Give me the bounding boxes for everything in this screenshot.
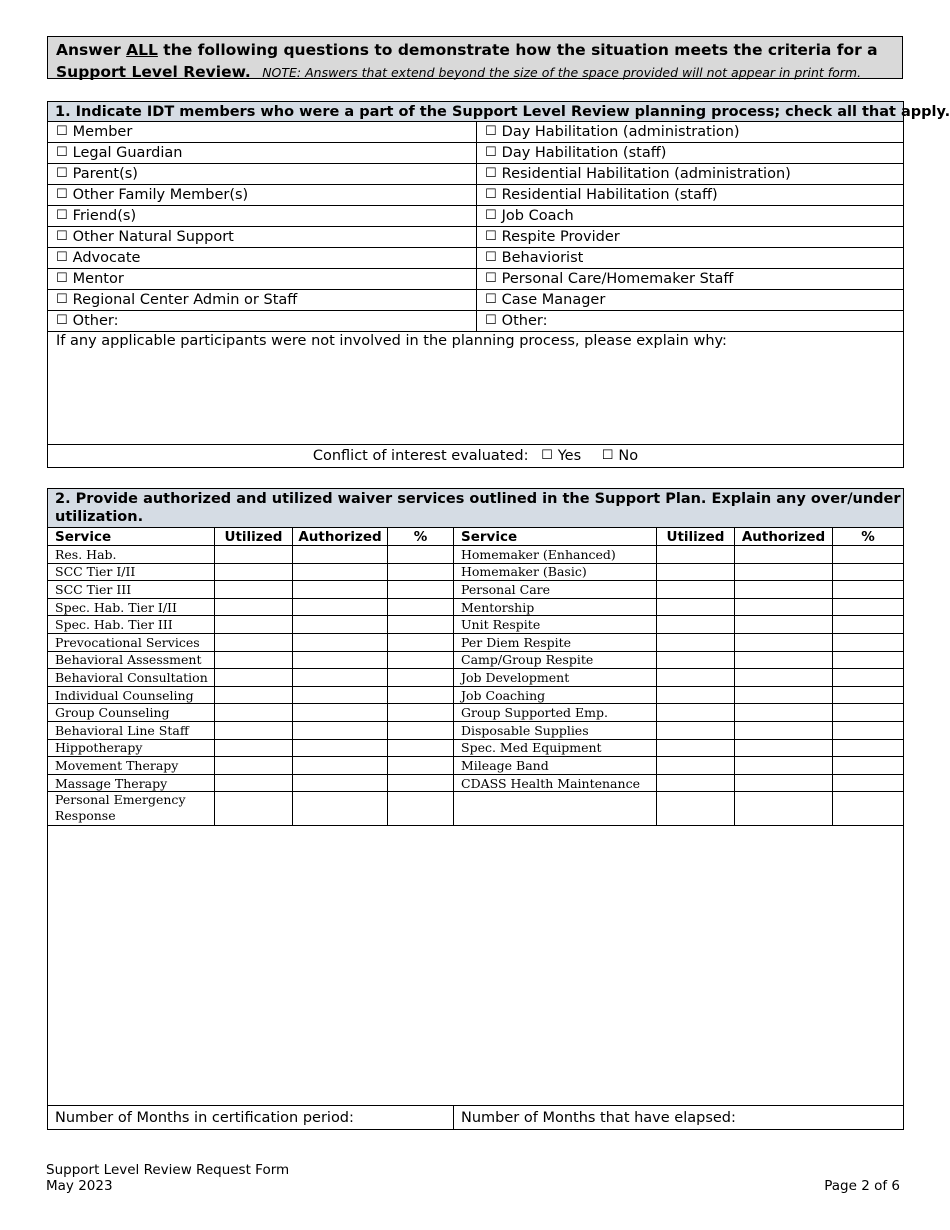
right-utilized-field[interactable] (657, 686, 735, 704)
left-service-name: Prevocational Services (48, 633, 215, 651)
service-row (48, 704, 904, 722)
right-service-name (454, 792, 657, 826)
service-row (48, 616, 904, 634)
left-percent-field[interactable] (388, 546, 454, 564)
idt-right-option[interactable] (477, 269, 904, 290)
left-service-name: Spec. Hab. Tier III (48, 616, 215, 634)
left-percent-field[interactable] (388, 721, 454, 739)
left-authorized-field[interactable] (293, 546, 388, 564)
left-utilized-field[interactable] (215, 774, 293, 792)
right-authorized-field[interactable] (735, 616, 833, 634)
left-percent-field[interactable] (388, 651, 454, 669)
checkbox-label: Residential Habilitation (staff) (501, 186, 718, 203)
right-percent-field[interactable] (833, 774, 904, 792)
checkbox-label: Case Manager (501, 291, 606, 308)
col-header-utilized: Utilized (657, 528, 735, 546)
left-service-name: SCC Tier III (48, 581, 215, 599)
right-authorized-field[interactable] (735, 704, 833, 722)
right-percent-field[interactable] (833, 792, 904, 826)
left-authorized-field[interactable] (293, 581, 388, 599)
right-utilized-field[interactable] (657, 739, 735, 757)
left-service-name: Res. Hab. (48, 546, 215, 564)
left-percent-field[interactable] (388, 616, 454, 634)
right-service-name: Disposable Supplies (454, 721, 657, 739)
right-authorized-field[interactable] (735, 598, 833, 616)
left-authorized-field[interactable] (293, 704, 388, 722)
right-utilized-field[interactable] (657, 633, 735, 651)
left-utilized-field[interactable] (215, 704, 293, 722)
idt-right-option[interactable] (477, 185, 904, 206)
checkbox-icon: ☐ (56, 123, 68, 139)
utilization-explanation-field[interactable] (48, 826, 904, 1106)
left-service-name: Behavioral Consultation (48, 669, 215, 687)
right-utilized-field[interactable] (657, 704, 735, 722)
idt-right-option[interactable] (477, 311, 904, 332)
idt-member-row (48, 311, 904, 332)
checkbox-icon: ☐ (485, 123, 497, 139)
left-service-name: Individual Counseling (48, 686, 215, 704)
idt-member-row (48, 269, 904, 290)
print-note: NOTE: Answers that extend beyond the size of the space provided will not appear in print form. (262, 65, 862, 80)
left-authorized-field[interactable] (293, 739, 388, 757)
checkbox-label: Other Family Member(s) (72, 186, 249, 203)
checkbox-label: Other Natural Support (72, 228, 234, 245)
idt-right-option[interactable] (477, 290, 904, 311)
left-authorized-field[interactable] (293, 651, 388, 669)
left-percent-field[interactable] (388, 581, 454, 599)
left-authorized-field[interactable] (293, 686, 388, 704)
idt-member-row (48, 227, 904, 248)
right-percent-field[interactable] (833, 598, 904, 616)
left-service-name: Behavioral Assessment (48, 651, 215, 669)
checkbox-icon: ☐ (485, 144, 497, 160)
right-percent-field[interactable] (833, 616, 904, 634)
idt-member-row (48, 206, 904, 227)
right-authorized-field[interactable] (735, 669, 833, 687)
left-utilized-field[interactable] (215, 563, 293, 581)
left-utilized-field[interactable] (215, 616, 293, 634)
footer-form-info (46, 1162, 289, 1194)
idt-left-option[interactable] (48, 290, 477, 311)
col-header-percent: % (833, 528, 904, 546)
left-utilized-field[interactable] (215, 721, 293, 739)
right-utilized-field[interactable] (657, 774, 735, 792)
right-service-name: Camp/Group Respite (454, 651, 657, 669)
checkbox-label: Residential Habilitation (administration) (501, 165, 791, 182)
instructions-line-1: Answer ALL the following questions to demonstrate how the situation meets the criteria for a (56, 41, 878, 59)
left-authorized-field[interactable] (293, 721, 388, 739)
idt-left-option[interactable] (48, 269, 477, 290)
checkbox-icon: ☐ (541, 448, 553, 463)
service-row (48, 686, 904, 704)
checkbox-label: Respite Provider (501, 228, 620, 245)
right-service-name: Per Diem Respite (454, 633, 657, 651)
left-utilized-field[interactable] (215, 757, 293, 775)
checkbox-icon: ☐ (485, 291, 497, 307)
right-authorized-field[interactable] (735, 721, 833, 739)
right-percent-field[interactable] (833, 563, 904, 581)
left-utilized-field[interactable] (215, 598, 293, 616)
right-percent-field[interactable] (833, 669, 904, 687)
checkbox-icon: ☐ (485, 165, 497, 181)
left-percent-field[interactable] (388, 739, 454, 757)
right-service-name: Unit Respite (454, 616, 657, 634)
explain-participants-field[interactable] (48, 332, 904, 445)
section-2-waiver-services (47, 488, 904, 1130)
right-utilized-field[interactable] (657, 616, 735, 634)
left-percent-field[interactable] (388, 774, 454, 792)
idt-left-option[interactable] (48, 311, 477, 332)
idt-left-option[interactable] (48, 227, 477, 248)
service-row (48, 669, 904, 687)
left-percent-field[interactable] (388, 669, 454, 687)
explain-participants-prompt: If any applicable participants were not involved in the planning process, please explain why: (56, 333, 727, 349)
right-service-name: Homemaker (Basic) (454, 563, 657, 581)
right-percent-field[interactable] (833, 739, 904, 757)
idt-right-option[interactable] (477, 227, 904, 248)
right-utilized-field[interactable] (657, 581, 735, 599)
idt-member-row (48, 248, 904, 269)
right-percent-field[interactable] (833, 546, 904, 564)
checkbox-icon: ☐ (56, 312, 68, 328)
left-service-name: Group Counseling (48, 704, 215, 722)
checkbox-icon: ☐ (56, 270, 68, 286)
left-authorized-field[interactable] (293, 616, 388, 634)
right-service-name: CDASS Health Maintenance (454, 774, 657, 792)
right-service-name: Group Supported Emp. (454, 704, 657, 722)
checkbox-icon: ☐ (56, 207, 68, 223)
right-utilized-field[interactable] (657, 721, 735, 739)
checkbox-icon: ☐ (56, 249, 68, 265)
checkbox-label: Other: (501, 312, 548, 329)
right-utilized-field[interactable] (657, 563, 735, 581)
left-authorized-field[interactable] (293, 757, 388, 775)
right-percent-field[interactable] (833, 651, 904, 669)
footer-date: May 2023 (46, 1178, 113, 1194)
idt-member-row (48, 185, 904, 206)
left-percent-field[interactable] (388, 598, 454, 616)
idt-member-row (48, 143, 904, 164)
left-utilized-field[interactable] (215, 792, 293, 826)
left-service-name: Personal Emergency Response (48, 792, 215, 826)
right-authorized-field[interactable] (735, 686, 833, 704)
checkbox-icon: ☐ (601, 448, 614, 463)
right-utilized-field[interactable] (657, 757, 735, 775)
left-service-name: Hippotherapy (48, 739, 215, 757)
idt-left-option[interactable] (48, 143, 477, 164)
right-service-name: Personal Care (454, 581, 657, 599)
right-percent-field[interactable] (833, 633, 904, 651)
right-percent-field[interactable] (833, 757, 904, 775)
idt-right-option[interactable] (477, 122, 904, 143)
checkbox-label: Personal Care/Homemaker Staff (501, 270, 734, 287)
right-service-name: Mentorship (454, 598, 657, 616)
service-row (48, 721, 904, 739)
checkbox-label: Member (72, 123, 133, 140)
right-service-name: Mileage Band (454, 757, 657, 775)
right-percent-field[interactable] (833, 686, 904, 704)
col-header-service: Service (48, 528, 215, 546)
right-authorized-field[interactable] (735, 546, 833, 564)
left-utilized-field[interactable] (215, 686, 293, 704)
service-row (48, 581, 904, 599)
right-utilized-field[interactable] (657, 669, 735, 687)
months-elapsed-field[interactable]: Number of Months that have elapsed: (454, 1106, 904, 1130)
checkbox-label: Other: (72, 312, 119, 329)
left-percent-field[interactable] (388, 792, 454, 826)
left-service-name: SCC Tier I/II (48, 563, 215, 581)
left-service-name: Movement Therapy (48, 757, 215, 775)
right-authorized-field[interactable] (735, 774, 833, 792)
instructions-box (47, 36, 903, 79)
checkbox-icon: ☐ (56, 291, 68, 307)
checkbox-label: Advocate (72, 249, 141, 266)
idt-right-option[interactable] (477, 143, 904, 164)
idt-right-option[interactable] (477, 206, 904, 227)
right-utilized-field[interactable] (657, 598, 735, 616)
section-1-idt-members (47, 101, 950, 468)
right-service-name: Homemaker (Enhanced) (454, 546, 657, 564)
section-2-title: 2. Provide authorized and utilized waiver services outlined in the Support Plan. Explain any over/under utilization. (48, 489, 904, 528)
right-percent-field[interactable] (833, 721, 904, 739)
checkbox-label: Legal Guardian (72, 144, 183, 161)
left-authorized-field[interactable] (293, 774, 388, 792)
col-header-service: Service (454, 528, 657, 546)
checkbox-icon: ☐ (56, 144, 68, 160)
checkbox-label: Day Habilitation (staff) (501, 144, 667, 161)
checkbox-icon: ☐ (485, 249, 497, 265)
right-authorized-field[interactable] (735, 757, 833, 775)
idt-member-row (48, 164, 904, 185)
checkbox-label: Parent(s) (72, 165, 138, 182)
idt-left-option[interactable] (48, 164, 477, 185)
emphasis-all: ALL (126, 41, 158, 59)
checkbox-label: Friend(s) (72, 207, 137, 224)
right-service-name: Spec. Med Equipment (454, 739, 657, 757)
left-percent-field[interactable] (388, 757, 454, 775)
left-authorized-field[interactable] (293, 563, 388, 581)
left-percent-field[interactable] (388, 704, 454, 722)
coi-no-checkbox[interactable]: ☐ No (601, 448, 639, 464)
footer-form-name: Support Level Review Request Form (46, 1162, 290, 1178)
left-utilized-field[interactable] (215, 633, 293, 651)
left-utilized-field[interactable] (215, 669, 293, 687)
left-authorized-field[interactable] (293, 669, 388, 687)
right-utilized-field[interactable] (657, 792, 735, 826)
idt-left-option[interactable] (48, 185, 477, 206)
idt-left-option[interactable] (48, 122, 477, 143)
service-row (48, 651, 904, 669)
checkbox-icon: ☐ (56, 228, 68, 244)
service-row (48, 774, 904, 792)
checkbox-icon: ☐ (485, 186, 497, 202)
col-header-utilized: Utilized (215, 528, 293, 546)
service-row (48, 633, 904, 651)
col-header-authorized: Authorized (735, 528, 833, 546)
idt-right-option[interactable] (477, 248, 904, 269)
right-percent-field[interactable] (833, 581, 904, 599)
col-header-percent: % (388, 528, 454, 546)
right-authorized-field[interactable] (735, 633, 833, 651)
checkbox-icon: ☐ (56, 165, 68, 181)
service-row (48, 563, 904, 581)
checkbox-icon: ☐ (485, 207, 497, 223)
right-utilized-field[interactable] (657, 651, 735, 669)
checkbox-icon: ☐ (56, 186, 68, 202)
checkbox-icon: ☐ (485, 228, 497, 244)
left-authorized-field[interactable] (293, 633, 388, 651)
left-service-name: Massage Therapy (48, 774, 215, 792)
left-authorized-field[interactable] (293, 792, 388, 826)
months-certification-field[interactable]: Number of Months in certification period: (48, 1106, 454, 1130)
section-1-title: 1. Indicate IDT members who were a part of the Support Level Review planning process; check all that apply. (48, 102, 904, 122)
left-service-name: Spec. Hab. Tier I/II (48, 598, 215, 616)
right-authorized-field[interactable] (735, 581, 833, 599)
left-utilized-field[interactable] (215, 651, 293, 669)
conflict-of-interest-label: Conflict of interest evaluated: (312, 448, 529, 464)
right-authorized-field[interactable] (735, 563, 833, 581)
right-authorized-field[interactable] (735, 651, 833, 669)
left-utilized-field[interactable] (215, 546, 293, 564)
left-authorized-field[interactable] (293, 598, 388, 616)
col-header-authorized: Authorized (293, 528, 388, 546)
left-percent-field[interactable] (388, 633, 454, 651)
instructions-line-2: Support Level Review. NOTE: Answers that extend beyond the size of the space provided will not appear in print form. (56, 63, 862, 81)
service-row (48, 757, 904, 775)
coi-yes-checkbox[interactable]: ☐ Yes (541, 448, 582, 464)
left-utilized-field[interactable] (215, 581, 293, 599)
right-utilized-field[interactable] (657, 546, 735, 564)
checkbox-label: Behaviorist (501, 249, 584, 266)
idt-member-row (48, 290, 904, 311)
left-utilized-field[interactable] (215, 739, 293, 757)
right-authorized-field[interactable] (735, 739, 833, 757)
left-percent-field[interactable] (388, 563, 454, 581)
footer-page-number: Page 2 of 6 (824, 1178, 900, 1194)
right-authorized-field[interactable] (735, 792, 833, 826)
checkbox-label: Mentor (72, 270, 124, 287)
checkbox-icon: ☐ (485, 312, 497, 328)
conflict-of-interest-row (48, 445, 904, 468)
service-row (48, 792, 904, 826)
idt-member-row (48, 122, 904, 143)
checkbox-icon: ☐ (485, 270, 497, 286)
right-service-name: Job Development (454, 669, 657, 687)
service-row (48, 546, 904, 564)
checkbox-label: Regional Center Admin or Staff (72, 291, 298, 308)
left-percent-field[interactable] (388, 686, 454, 704)
idt-left-option[interactable] (48, 206, 477, 227)
right-service-name: Job Coaching (454, 686, 657, 704)
service-row (48, 739, 904, 757)
left-service-name: Behavioral Line Staff (48, 721, 215, 739)
service-row (48, 598, 904, 616)
idt-right-option[interactable] (477, 164, 904, 185)
checkbox-label: Job Coach (501, 207, 574, 224)
right-percent-field[interactable] (833, 704, 904, 722)
idt-left-option[interactable] (48, 248, 477, 269)
checkbox-label: Day Habilitation (administration) (501, 123, 740, 140)
